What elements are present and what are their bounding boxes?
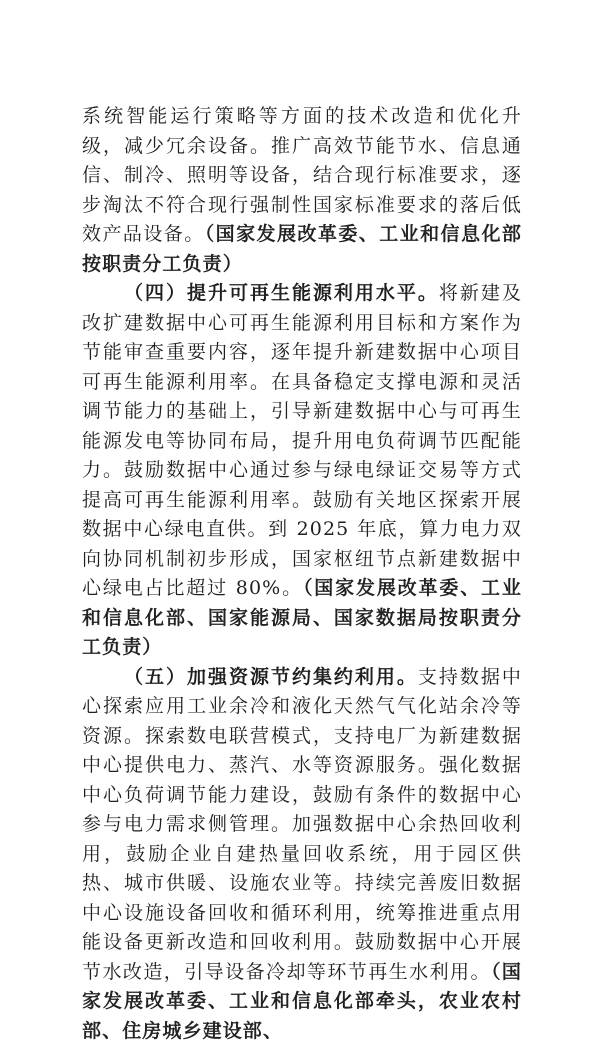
paragraph-equipment-upgrade — [82, 102, 522, 279]
paragraph-body: 系统智能运行策略等方面的技术改造和优化升级，减少冗余设备。推广高效节能节水、信息通信、制冷、照明等设备，结合现行标准要求，逐步淘汰不符合现行强制性国家标准要求的落后低效产品设备。 — [82, 105, 522, 245]
section-heading-5: （五）加强资源节约集约利用。 — [124, 666, 418, 688]
paragraph-renewable-energy — [82, 279, 522, 663]
section-heading-4: （四）提升可再生能源利用水平。 — [124, 282, 439, 304]
paragraph-resource-saving — [82, 663, 522, 1046]
responsibility-note: （国家发展改革委、工业和信息化部牵头，农业农村部、住房城乡建设部、 — [82, 961, 522, 1042]
responsibility-note: （国家发展改革委、工业和信息化部、国家能源局、国家数据局按职责分工负责） — [82, 577, 522, 658]
paragraph-body: 将新建及改扩建数据中心可再生能源利用目标和方案作为节能审查重要内容，逐年提升新建数据中心项目可再生能源利用率。在具备稳定支撑电源和灵活调节能力的基础上，引导新建数据中心与可再生能源发电等协同布局，提升用电负荷调节匹配能力。鼓励数据中心通过参与绿电绿证交易等方式提高可再生能源利用率。鼓励有关地区探索开展数据中心绿电直供。到 2025 年底，算力电力双向协同机制初步形成，国家枢纽节点新建数据中心绿电占比超过 80%。 — [82, 282, 522, 599]
responsibility-note: （国家发展改革委、工业和信息化部按职责分工负责） — [82, 223, 522, 275]
document-page — [82, 102, 522, 1046]
paragraph-body: 支持数据中心探索应用工业余冷和液化天然气气化站余冷等资源。探索数电联营模式，支持电厂为新建数据中心提供电力、蒸汽、水等资源服务。强化数据中心负荷调节能力建设，鼓励有条件的数据中心参与电力需求侧管理。加强数据中心余热回收利用，鼓励企业自建热量回收系统，用于园区供热、城市供暖、设施农业等。持续完善废旧数据中心设施设备回收和循环利用，统筹推进重点用能设备更新改造和回收利用。鼓励数据中心开展节水改造，引导设备冷却等环节再生水利用。 — [82, 666, 522, 983]
